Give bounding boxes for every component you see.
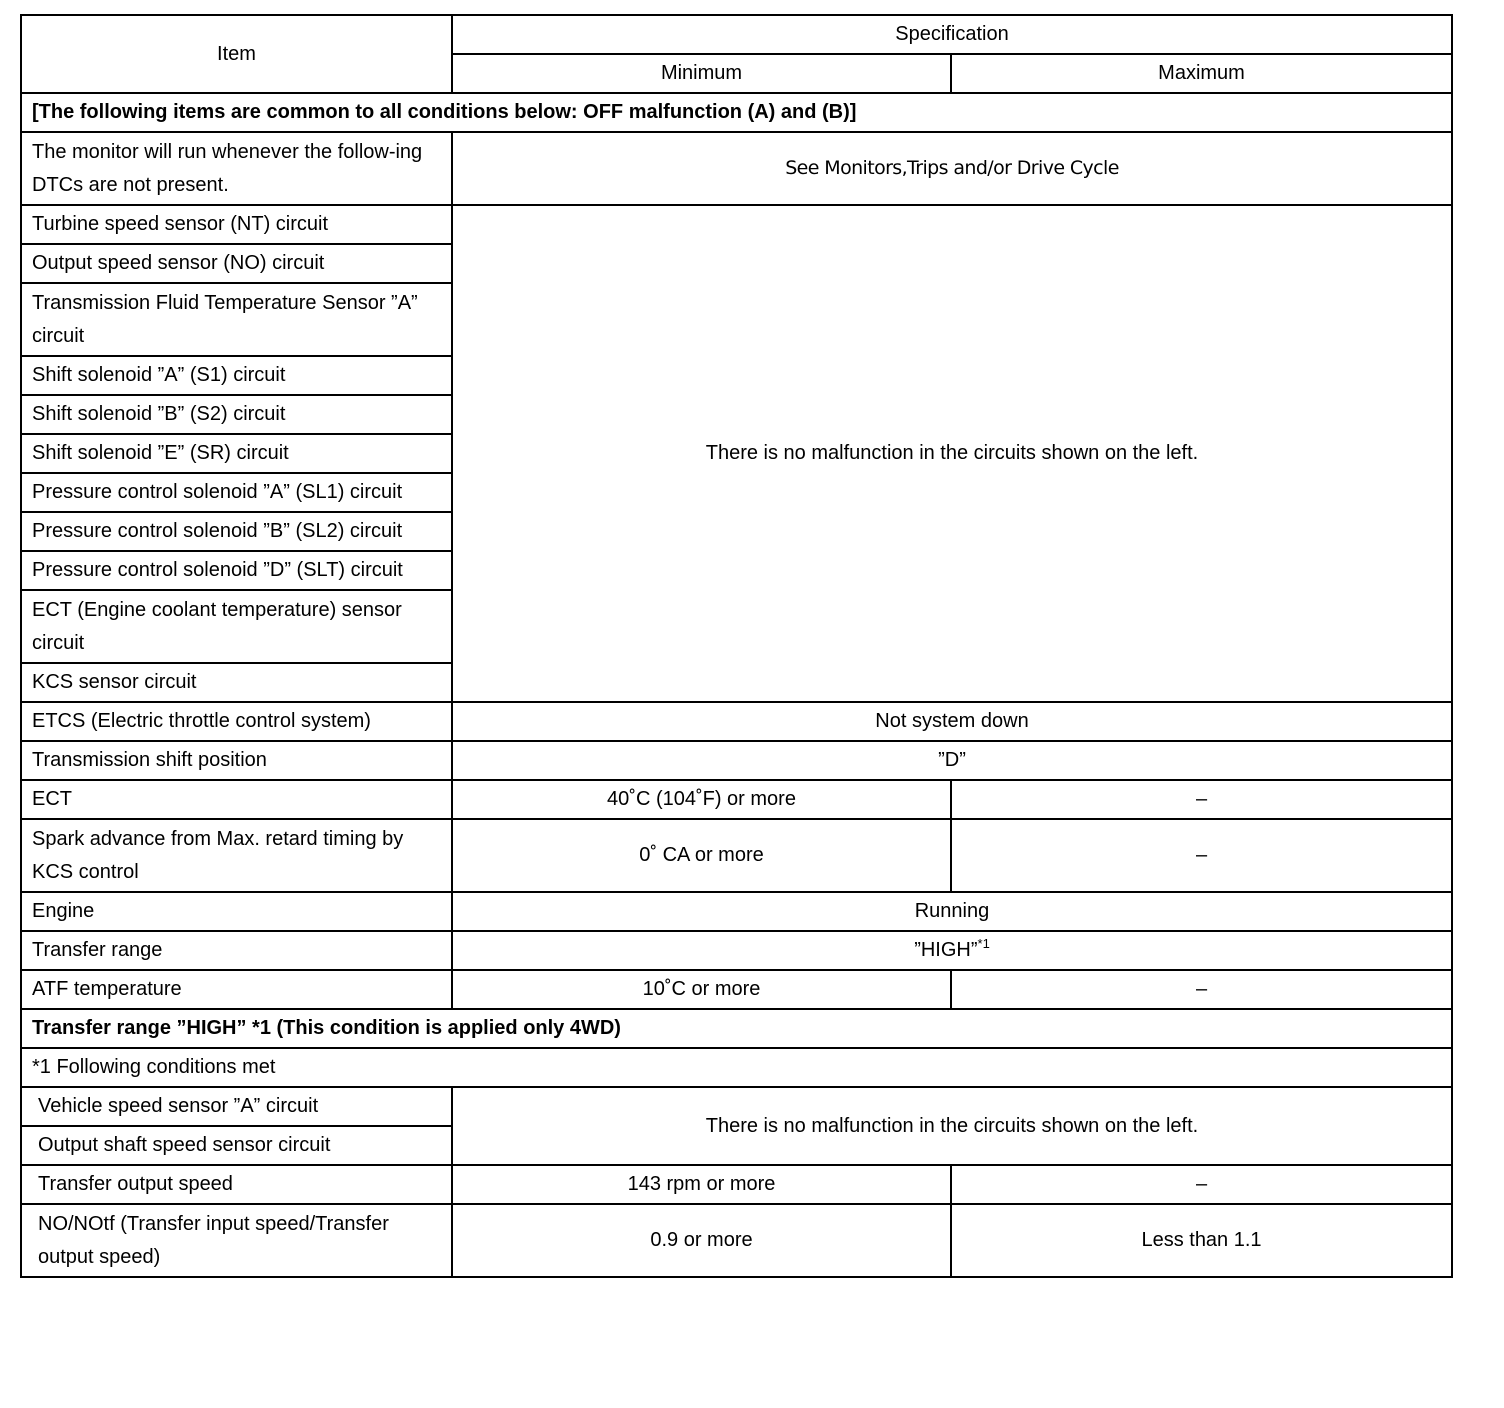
monitor-spec: See Monitors,Trips and/or Drive Cycle bbox=[452, 132, 1452, 205]
transfer-circuits-spec: There is no malfunction in the circuits shown on the left. bbox=[452, 1087, 1452, 1165]
header-minimum: Minimum bbox=[452, 54, 951, 93]
section-transfer: Transfer range ”HIGH” *1 (This condition is applied only 4WD) bbox=[21, 1009, 1452, 1048]
spark-item: Spark advance from Max. retard timing by KCS control bbox=[21, 819, 452, 892]
table-row bbox=[21, 1165, 1452, 1204]
monitor-item: The monitor will run whenever the follow-ing DTCs are not present. bbox=[21, 132, 452, 205]
circuit-item: Pressure control solenoid ”A” (SL1) circuit bbox=[21, 473, 452, 512]
shift-item: Transmission shift position bbox=[21, 741, 452, 780]
section-note: *1 Following conditions met bbox=[21, 1048, 1452, 1087]
table-row bbox=[21, 780, 1452, 819]
section-row bbox=[21, 93, 1452, 132]
vss-item: Vehicle speed sensor ”A” circuit bbox=[21, 1087, 452, 1126]
atf-min: 10˚C or more bbox=[452, 970, 951, 1009]
shift-spec: ”D” bbox=[452, 741, 1452, 780]
ect-item: ECT bbox=[21, 780, 452, 819]
engine-item: Engine bbox=[21, 892, 452, 931]
spark-max: – bbox=[951, 819, 1452, 892]
ratio-item: NO/NOtf (Transfer input speed/Transfer output speed) bbox=[21, 1204, 452, 1277]
etcs-spec: Not system down bbox=[452, 702, 1452, 741]
circuit-item: Shift solenoid ”A” (S1) circuit bbox=[21, 356, 452, 395]
section-row bbox=[21, 1048, 1452, 1087]
circuit-item: Pressure control solenoid ”D” (SLT) circuit bbox=[21, 551, 452, 590]
etcs-item: ETCS (Electric throttle control system) bbox=[21, 702, 452, 741]
table-row bbox=[21, 1204, 1452, 1277]
transfer-spec-note: *1 bbox=[977, 936, 990, 951]
section-row bbox=[21, 1009, 1452, 1048]
header-item: Item bbox=[21, 15, 452, 93]
circuit-item: Shift solenoid ”E” (SR) circuit bbox=[21, 434, 452, 473]
header-maximum: Maximum bbox=[951, 54, 1452, 93]
ect-max: – bbox=[951, 780, 1452, 819]
table-row bbox=[21, 702, 1452, 741]
circuits-spec: There is no malfunction in the circuits shown on the left. bbox=[452, 205, 1452, 702]
table-row bbox=[21, 931, 1452, 970]
circuit-item: Shift solenoid ”B” (S2) circuit bbox=[21, 395, 452, 434]
engine-spec: Running bbox=[452, 892, 1452, 931]
transfer-spec-value: ”HIGH” bbox=[914, 939, 978, 961]
ratio-max: Less than 1.1 bbox=[951, 1204, 1452, 1277]
table-row bbox=[21, 1087, 1452, 1126]
table-row bbox=[21, 205, 1452, 244]
circuit-item: ECT (Engine coolant temperature) sensor circuit bbox=[21, 590, 452, 663]
output-speed-min: 143 rpm or more bbox=[452, 1165, 951, 1204]
circuit-item: Transmission Fluid Temperature Sensor ”A” circuit bbox=[21, 283, 452, 356]
table-row bbox=[21, 132, 1452, 205]
atf-max: – bbox=[951, 970, 1452, 1009]
transfer-spec bbox=[452, 931, 1452, 970]
ratio-min: 0.9 or more bbox=[452, 1204, 951, 1277]
oss-item: Output shaft speed sensor circuit bbox=[21, 1126, 452, 1165]
table-row bbox=[21, 970, 1452, 1009]
atf-item: ATF temperature bbox=[21, 970, 452, 1009]
spec-table bbox=[20, 14, 1453, 1278]
table-row bbox=[21, 892, 1452, 931]
spark-min: 0˚ CA or more bbox=[452, 819, 951, 892]
output-speed-item: Transfer output speed bbox=[21, 1165, 452, 1204]
output-speed-max: – bbox=[951, 1165, 1452, 1204]
circuit-item: Turbine speed sensor (NT) circuit bbox=[21, 205, 452, 244]
header-row-1 bbox=[21, 15, 1452, 54]
circuit-item: Output speed sensor (NO) circuit bbox=[21, 244, 452, 283]
table-row bbox=[21, 741, 1452, 780]
circuit-item: Pressure control solenoid ”B” (SL2) circuit bbox=[21, 512, 452, 551]
ect-min: 40˚C (104˚F) or more bbox=[452, 780, 951, 819]
table-row bbox=[21, 819, 1452, 892]
section-common: [The following items are common to all conditions below: OFF malfunction (A) and (B)] bbox=[21, 93, 1452, 132]
transfer-item: Transfer range bbox=[21, 931, 452, 970]
circuit-item: KCS sensor circuit bbox=[21, 663, 452, 702]
header-specification: Specification bbox=[452, 15, 1452, 54]
